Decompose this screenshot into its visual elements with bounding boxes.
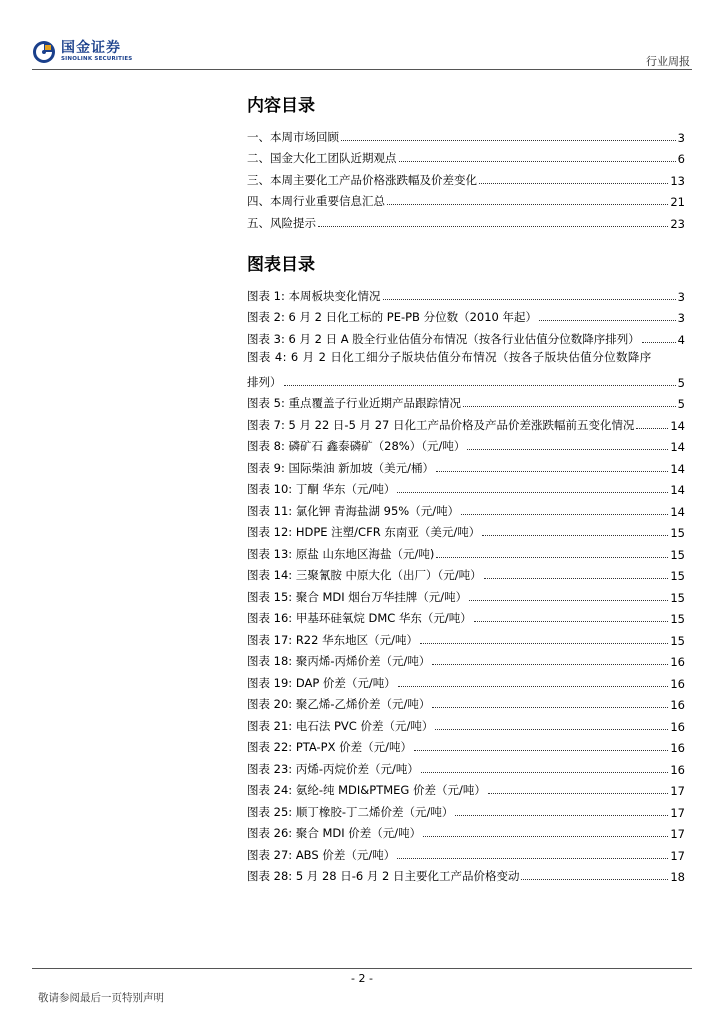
contents-section bbox=[247, 92, 685, 231]
dot-leader bbox=[469, 600, 668, 601]
dot-leader bbox=[383, 299, 676, 300]
figure-entry-page-number: 15 bbox=[670, 633, 685, 648]
dot-leader bbox=[467, 449, 668, 450]
contents-entry-page-number: 23 bbox=[670, 216, 685, 231]
figure-entry[interactable] bbox=[247, 820, 685, 842]
figure-entry[interactable] bbox=[247, 712, 685, 734]
figure-entry-label: 图表 9: 国际柴油 新加坡（美元/桶） bbox=[247, 460, 435, 475]
figure-entry-page-number: 5 bbox=[677, 375, 685, 390]
dot-leader bbox=[436, 471, 668, 472]
figure-entry[interactable] bbox=[247, 798, 685, 820]
contents-entry-page-number: 13 bbox=[670, 173, 685, 188]
figure-entry-label: 图表 2: 6 月 2 日化工标的 PE-PB 分位数（2010 年起） bbox=[247, 310, 538, 324]
dot-leader bbox=[482, 535, 668, 536]
figure-entry[interactable] bbox=[247, 433, 685, 455]
figure-entry[interactable] bbox=[247, 583, 685, 605]
dot-leader bbox=[488, 793, 669, 794]
dot-leader bbox=[463, 406, 676, 407]
figure-entry-label: 图表 5: 重点覆盖子行业近期产品跟踪情况 bbox=[247, 396, 462, 410]
figure-entry-page-number: 14 bbox=[670, 461, 685, 476]
contents-entry[interactable] bbox=[247, 123, 685, 145]
figure-entry[interactable] bbox=[247, 669, 685, 691]
figures-list bbox=[247, 282, 685, 884]
dot-leader bbox=[398, 686, 669, 687]
dot-leader bbox=[521, 879, 668, 880]
contents-entry[interactable] bbox=[247, 209, 685, 231]
figure-entry-label: 图表 22: PTA-PX 价差（元/吨） bbox=[247, 740, 412, 754]
dot-leader bbox=[399, 161, 676, 162]
footer-divider bbox=[32, 968, 692, 969]
figure-entry-page-number: 3 bbox=[677, 289, 685, 304]
figure-entry-page-number: 16 bbox=[670, 762, 685, 777]
contents-entry-label: 三、本周主要化工产品价格涨跌幅及价差变化 bbox=[247, 172, 477, 187]
figure-entry[interactable] bbox=[247, 605, 685, 627]
figure-entry-label: 图表 17: R22 华东地区（元/吨） bbox=[247, 632, 418, 647]
dot-leader bbox=[284, 385, 676, 386]
dot-leader bbox=[435, 729, 668, 730]
figure-entry[interactable] bbox=[247, 691, 685, 713]
figure-entry-label: 图表 15: 聚合 MDI 烟台万华挂牌（元/吨） bbox=[247, 589, 468, 604]
figure-entry[interactable] bbox=[247, 777, 685, 799]
figure-entry-label: 图表 24: 氨纶-纯 MDI&PTMEG 价差（元/吨） bbox=[247, 783, 486, 797]
figure-entry[interactable] bbox=[247, 497, 685, 519]
contents-entry-label: 一、本周市场回顾 bbox=[247, 129, 339, 144]
figure-entry-label: 图表 18: 聚丙烯-丙烯价差（元/吨） bbox=[247, 654, 431, 668]
figure-entry-page-number: 14 bbox=[670, 483, 685, 497]
figure-entry-label: 图表 26: 聚合 MDI 价差（元/吨） bbox=[247, 826, 422, 840]
figure-entry-label: 图表 8: 磷矿石 鑫泰磷矿（28%）（元/吨） bbox=[247, 439, 466, 453]
dot-leader bbox=[420, 643, 668, 644]
figure-entry-label: 图表 7: 5 月 22 日-5 月 27 日化工产品价格及产品价差涨跌幅前五变化情况 bbox=[247, 417, 635, 432]
dot-leader bbox=[387, 204, 668, 205]
figure-entry-page-number: 16 bbox=[670, 719, 685, 734]
figure-entry-page-number: 14 bbox=[670, 418, 685, 433]
contents-entry-page-number: 21 bbox=[670, 195, 685, 209]
figure-entry-page-number: 15 bbox=[670, 547, 685, 562]
figure-entry-page-number: 16 bbox=[670, 676, 685, 691]
page-header bbox=[0, 0, 724, 70]
figure-entry[interactable] bbox=[247, 411, 685, 433]
figure-entry-label: 图表 19: DAP 价差（元/吨） bbox=[247, 675, 396, 690]
figure-entry-label: 图表 14: 三聚氰胺 中原大化（出厂）（元/吨） bbox=[247, 568, 482, 582]
dot-leader bbox=[397, 492, 668, 493]
contents-entry-label: 五、风险提示 bbox=[247, 215, 316, 230]
figure-entry-label: 图表 16: 甲基环硅氧烷 DMC 华东（元/吨） bbox=[247, 611, 472, 625]
figure-entry-page-number: 18 bbox=[670, 870, 685, 884]
figure-entry-label: 图表 23: 丙烯-丙烷价差（元/吨） bbox=[247, 761, 419, 776]
dot-leader bbox=[484, 578, 669, 579]
figure-entry-page-number: 4 bbox=[677, 332, 685, 347]
logo-chinese-name: 国金证券 bbox=[61, 40, 121, 57]
dot-leader bbox=[474, 621, 669, 622]
figure-entry-page-number: 17 bbox=[670, 848, 685, 863]
logo-english-name: SINOLINK SECURITIES bbox=[61, 56, 133, 63]
dot-leader bbox=[455, 815, 668, 816]
document-type-label: 行业周报 bbox=[646, 55, 690, 68]
figure-entry[interactable] bbox=[247, 476, 685, 498]
sinolink-logo-icon bbox=[32, 40, 56, 64]
figure-entry-page-number: 15 bbox=[670, 590, 685, 605]
figure-entry-label: 图表 12: HDPE 注塑/CFR 东南亚（美元/吨） bbox=[247, 525, 481, 539]
footer-disclaimer: 敬请参阅最后一页特别声明 bbox=[38, 992, 164, 1004]
figure-entry-page-number: 14 bbox=[670, 440, 685, 454]
figure-entry[interactable] bbox=[247, 562, 685, 584]
dot-leader bbox=[423, 836, 668, 837]
figure-entry[interactable] bbox=[247, 734, 685, 756]
contents-entry-label: 二、国金大化工团队近期观点 bbox=[247, 151, 397, 165]
dot-leader bbox=[397, 858, 668, 859]
figure-entry-page-number: 15 bbox=[670, 569, 685, 583]
contents-title: 内容目录 bbox=[247, 96, 315, 116]
dot-leader bbox=[414, 750, 668, 751]
figure-entry[interactable] bbox=[247, 841, 685, 863]
figure-entry-label: 图表 21: 电石法 PVC 价差（元/吨） bbox=[247, 718, 434, 733]
contents-entry-page-number: 3 bbox=[677, 130, 685, 145]
figure-entry[interactable] bbox=[247, 540, 685, 562]
figure-entry-page-number: 14 bbox=[670, 504, 685, 519]
figure-entry-page-number: 16 bbox=[670, 741, 685, 755]
dot-leader bbox=[642, 342, 676, 343]
figure-entry-label: 图表 13: 原盐 山东地区海盐（元/吨) bbox=[247, 546, 435, 561]
figure-entry-page-number: 15 bbox=[670, 612, 685, 626]
dot-leader bbox=[341, 140, 676, 141]
figure-entry[interactable] bbox=[247, 368, 685, 390]
header-divider bbox=[32, 69, 692, 70]
figure-entry-text[interactable]: 图表 4: 6 月 2 日化工细分子版块估值分布情况（按各子版块估值分位数降序 bbox=[247, 349, 652, 364]
figure-entry[interactable] bbox=[247, 626, 685, 648]
figure-entry-label: 图表 20: 聚乙烯-乙烯价差（元/吨） bbox=[247, 697, 431, 711]
figure-entry[interactable] bbox=[247, 325, 685, 347]
contents-entry-page-number: 6 bbox=[677, 152, 685, 166]
figure-entry[interactable] bbox=[247, 282, 685, 304]
figure-entry[interactable] bbox=[247, 519, 685, 541]
dot-leader bbox=[436, 557, 668, 558]
figures-section bbox=[247, 251, 685, 884]
figure-entry-page-number: 5 bbox=[677, 397, 685, 411]
figure-entry-page-number: 17 bbox=[670, 784, 685, 798]
company-logo bbox=[32, 40, 132, 64]
figure-entry-page-number: 3 bbox=[677, 311, 685, 325]
figure-entry-label: 图表 1: 本周板块变化情况 bbox=[247, 288, 381, 303]
figure-entry[interactable] bbox=[247, 454, 685, 476]
figure-entry-label: 图表 28: 5 月 28 日-6 月 2 日主要化工产品价格变动 bbox=[247, 869, 520, 883]
figure-entry-page-number: 16 bbox=[670, 698, 685, 712]
figure-entry[interactable] bbox=[247, 304, 685, 326]
dot-leader bbox=[479, 183, 668, 184]
figure-entry-page-number: 15 bbox=[670, 526, 685, 540]
dot-leader bbox=[461, 514, 668, 515]
figure-entry-label: 图表 10: 丁酮 华东（元/吨） bbox=[247, 482, 396, 496]
figure-entry[interactable] bbox=[247, 755, 685, 777]
figure-entry-label: 排列） bbox=[247, 374, 282, 389]
figure-entry-page-number: 17 bbox=[670, 827, 685, 841]
dot-leader bbox=[432, 707, 668, 708]
contents-entry[interactable] bbox=[247, 188, 685, 210]
dot-leader bbox=[432, 664, 668, 665]
dot-leader bbox=[636, 428, 668, 429]
figures-title: 图表目录 bbox=[247, 255, 315, 275]
figure-entry-label: 图表 27: ABS 价差（元/吨） bbox=[247, 847, 396, 862]
contents-list bbox=[247, 123, 685, 231]
contents-entry[interactable] bbox=[247, 166, 685, 188]
figure-entry-label: 图表 25: 顺丁橡胶-丁二烯价差（元/吨） bbox=[247, 804, 454, 819]
figure-entry[interactable] bbox=[247, 648, 685, 670]
page-number: - 2 - bbox=[351, 972, 373, 985]
figure-entry[interactable] bbox=[247, 863, 685, 885]
figure-entry-label: 图表 3: 6 月 2 日 A 股全行业估值分布情况（按各行业估值分位数降序排列） bbox=[247, 331, 640, 346]
figure-entry[interactable] bbox=[247, 390, 685, 412]
figure-entry-label: 图表 11: 氯化钾 青海盐湖 95%（元/吨） bbox=[247, 503, 460, 518]
dot-leader bbox=[318, 226, 668, 227]
contents-entry[interactable] bbox=[247, 145, 685, 167]
contents-entry-label: 四、本周行业重要信息汇总 bbox=[247, 194, 385, 208]
figure-entry-page-number: 17 bbox=[670, 805, 685, 820]
dot-leader bbox=[539, 320, 676, 321]
dot-leader bbox=[421, 772, 669, 773]
figure-entry-page-number: 16 bbox=[670, 655, 685, 669]
